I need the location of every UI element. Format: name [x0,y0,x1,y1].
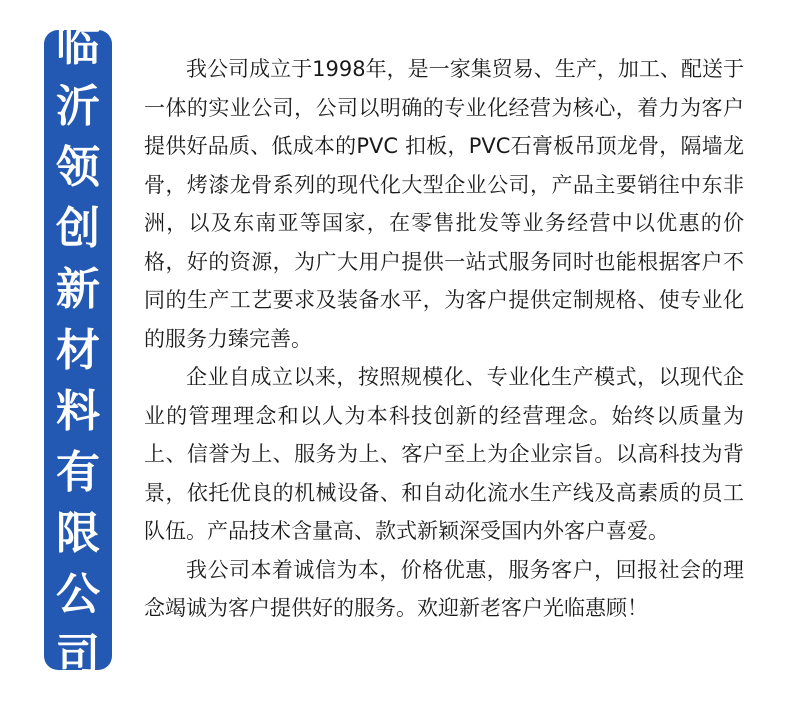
company-name-char: 创 [56,202,100,254]
company-name-char: 临 [56,19,100,71]
company-name-char: 限 [56,507,100,559]
company-name-char: 有 [56,446,100,498]
company-name-char: 公 [56,568,100,620]
company-name-char: 料 [56,385,100,437]
company-name-char: 沂 [56,80,100,132]
company-name-char: 新 [56,263,100,315]
company-name-char: 材 [56,324,100,376]
intro-paragraph-1: 我公司成立于1998年，是一家集贸易、生产，加工、配送于一体的实业公司，公司以明确的专业化经营为核心，着力为客户提供好品质、低成本的PVC 扣板，PVC石膏板吊顶龙骨，隔墙龙骨，烤漆龙骨系列的现代化大型企业公司，产品主要销往中东非洲，以及东南亚等国家，在零售批发等业务经营中以优惠的价格，好的资源，为广大用户提供一站式服务同时也能根据客户不同的生产工艺要求及装备水平，为客户提供定制规格、使专业化的服务力臻完善。 [144,57,744,351]
intro-paragraph-3: 我公司本着诚信为本，价格优惠，服务客户，回报社会的理念竭诚为客户提供好的服务。欢迎新老客户光临惠顾！ [144,557,744,620]
company-intro-text [144,50,744,628]
company-name-banner [44,19,112,681]
company-name-char: 领 [56,141,100,193]
company-name-char: 司 [56,629,100,681]
intro-paragraph-2: 企业自成立以来，按照规模化、专业化生产模式，以现代企业的管理理念和以人为本科技创新的经营理念。始终以质量为上、信誉为上、服务为上、客户至上为企业宗旨。以高科技为背景，依托优良的机械设备、和自动化流水生产线及高素质的员工队伍。产品技术含量高、款式新颖深受国内外客户喜爱。 [144,365,744,543]
